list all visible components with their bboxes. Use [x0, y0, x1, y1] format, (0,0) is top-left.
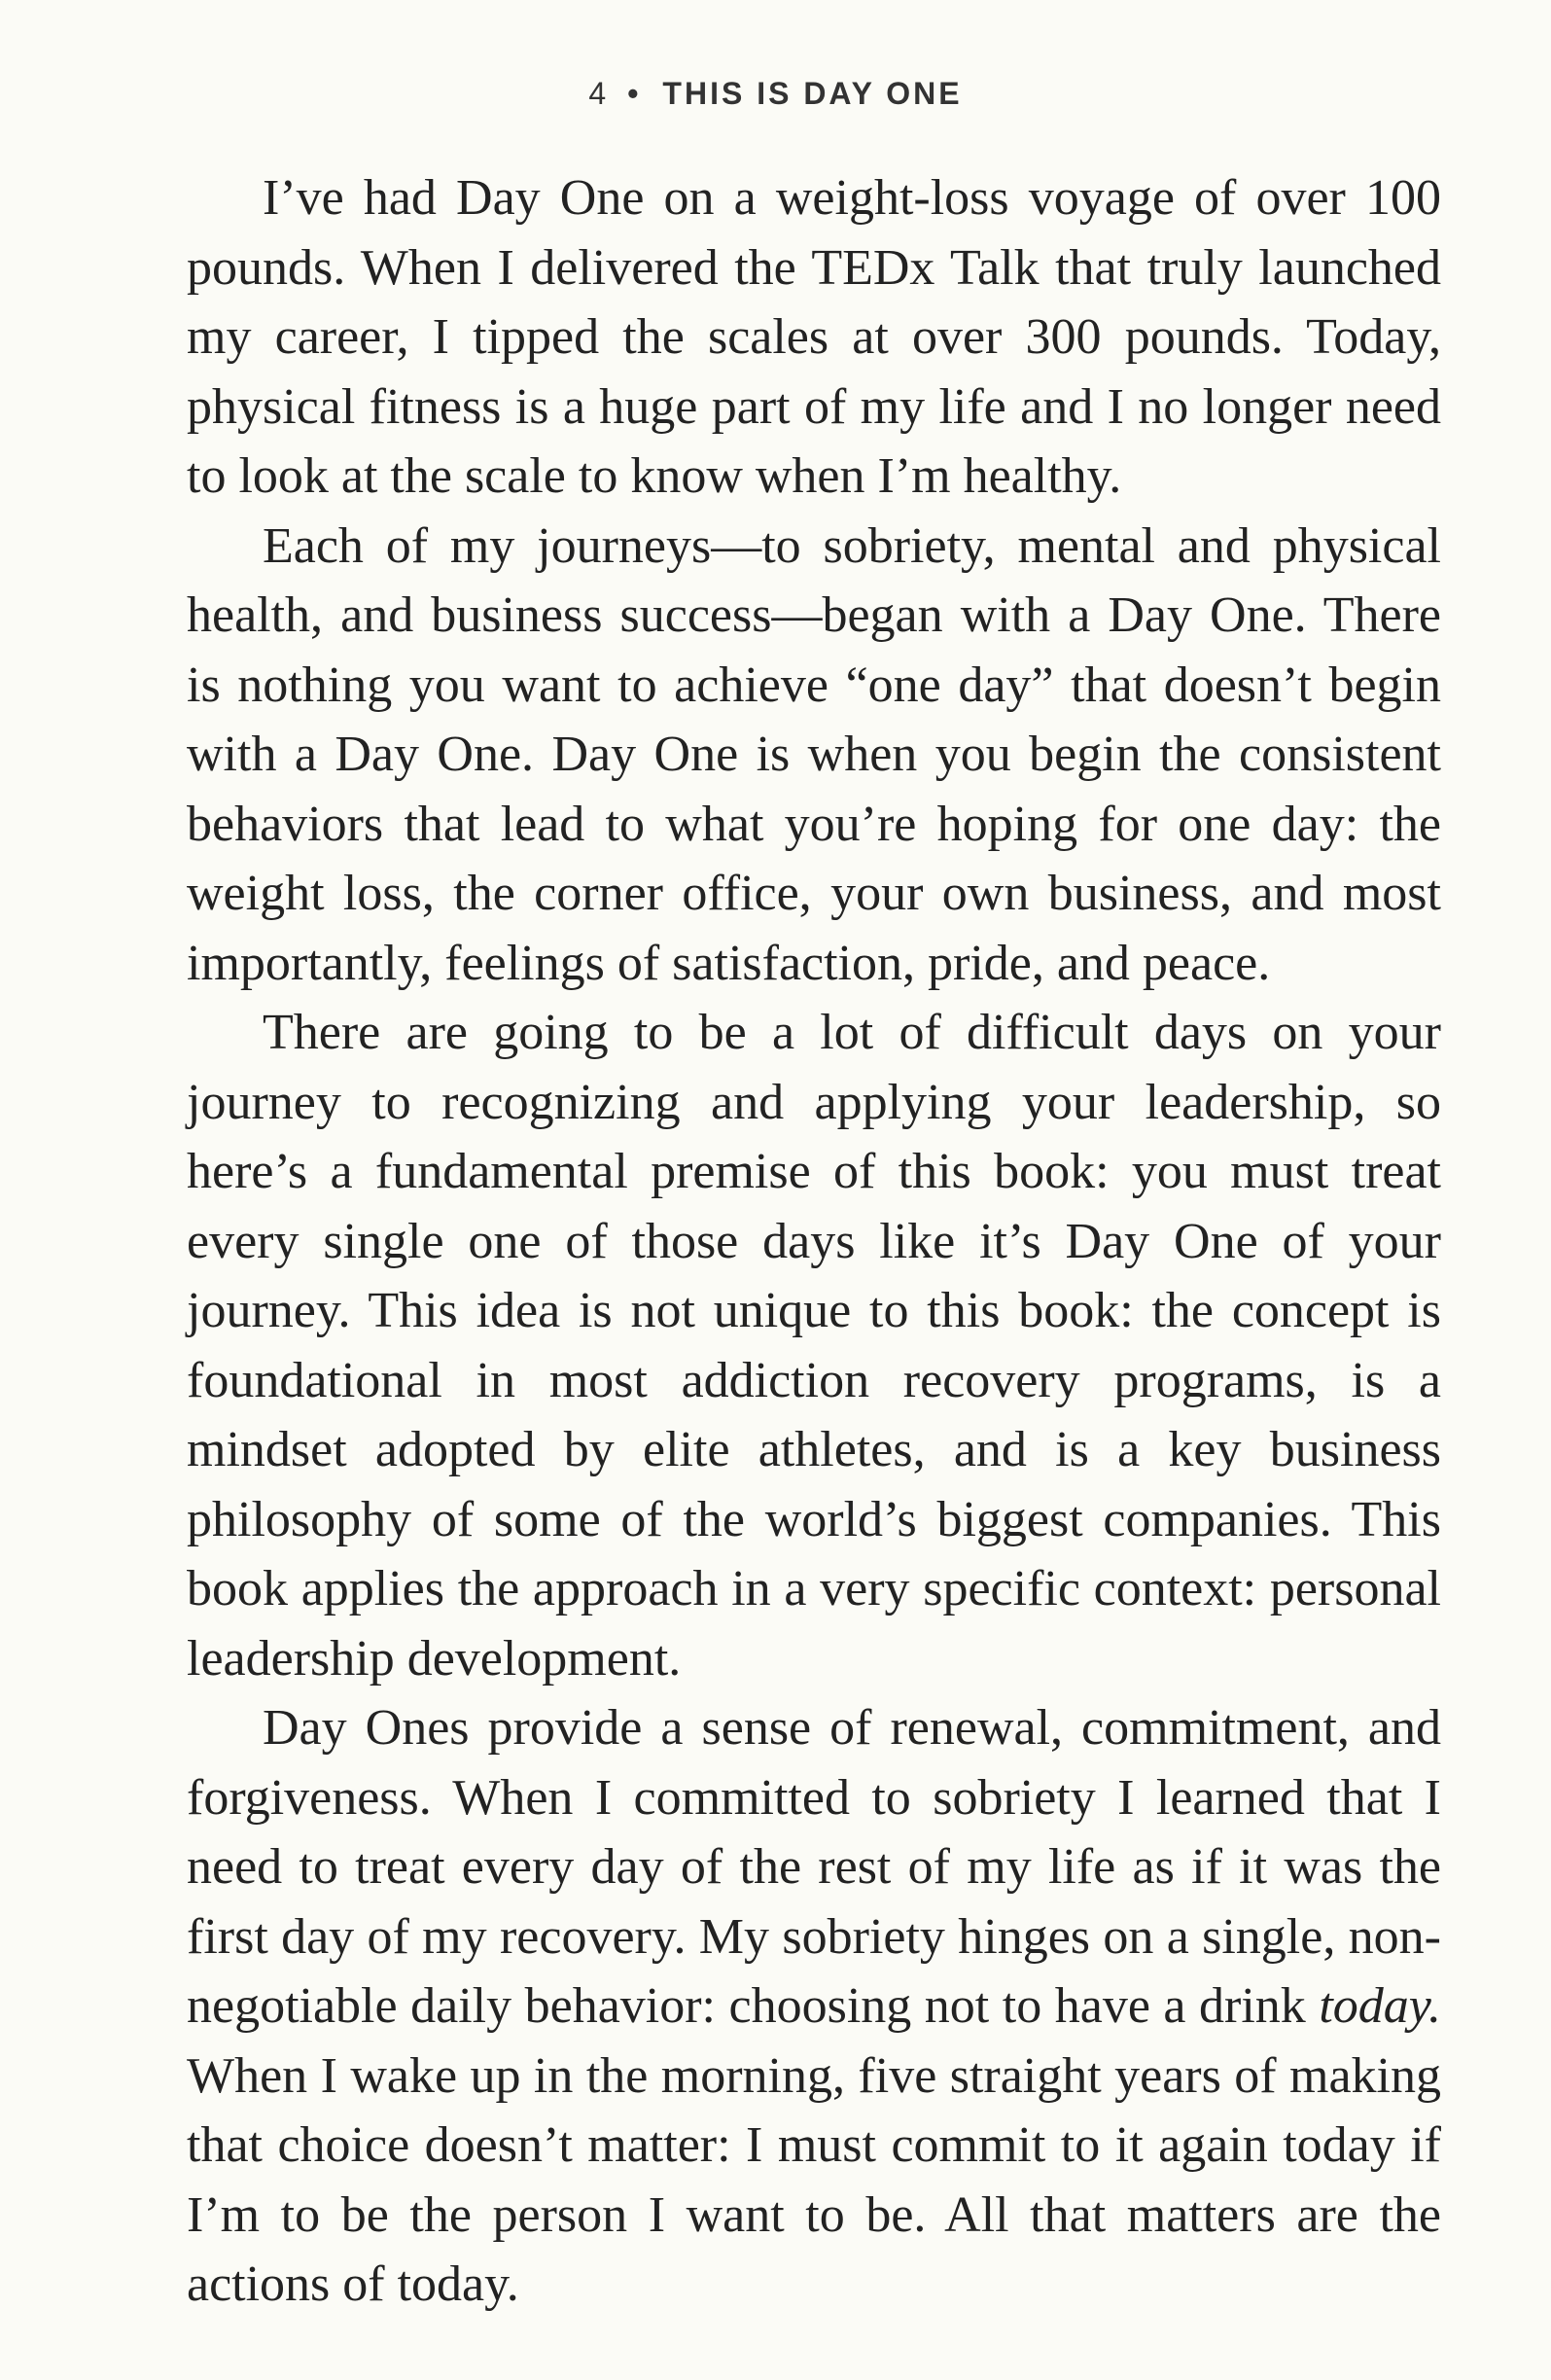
paragraph-3: There are going to be a lot of difficult days on your journey to recognizing and applying your leadership, so here’s a fundamental premise of this book: you must treat every single one of those days like it’s Day One of your journey. This idea is not unique to this book: the concept is foundational in most addiction recovery programs, is a mindset adopted by elite athletes, and is a key business philosophy of some of the world’s biggest companies. This book applies the approach in a very specific context: personal leadership development. [187, 1005, 1441, 1687]
running-head [0, 76, 1551, 112]
emphasis-today: today. [1319, 1978, 1441, 2034]
paragraph-2: Each of my journeys—to sobriety, mental and physical health, and business success—began with a Day One. There is nothing you want to achieve “one day” that doesn’t begin with a Day One. Day One is when you begin the consistent behaviors that lead to what you’re hoping for one day: the weight loss, the corner office, your own business, and most importantly, feelings of satisfaction, pride, and peace. [187, 517, 1441, 991]
paragraph-4-part-2: When I wake up in the morning, five straight years of making that choice doesn’t matter: I must commit to it again today if I’m to be the person I want to be. All that matters are the actions of today. [187, 2047, 1441, 2312]
body-text [187, 163, 1441, 2320]
paragraph-4-part-1: Day Ones provide a sense of renewal, commitment, and forgiveness. When I committed to sobriety I learned that I need to treat every day of the rest of my life as if it was the first day of my recovery. My sobriety hinges on a single, nonnegotiable daily behavior: choosing not to have a drink [187, 1700, 1441, 2034]
paragraph-1: I’ve had Day One on a weight-loss voyage of over 100 pounds. When I delivered the TEDx Talk that truly launched my career, I tipped the scales at over 300 pounds. Today, physical fitness is a huge part of my life and I no longer need to look at the scale to know when I’m healthy. [187, 170, 1441, 504]
paragraph-4 [187, 1693, 1441, 2320]
header-separator: • [627, 76, 642, 111]
chapter-title: THIS IS DAY ONE [662, 76, 963, 111]
page-number: 4 [588, 76, 607, 111]
